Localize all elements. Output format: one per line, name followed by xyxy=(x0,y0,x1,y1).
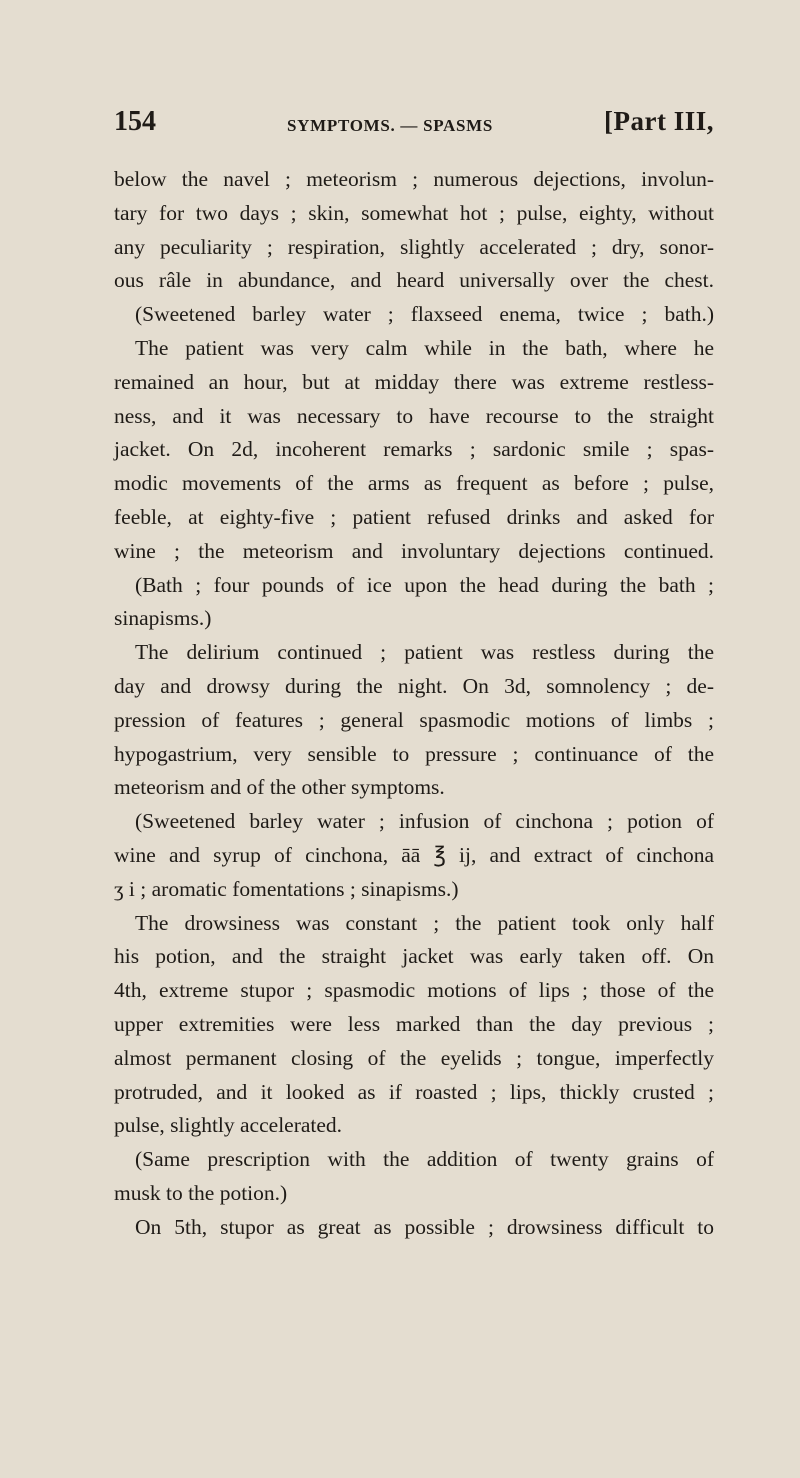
text-line: The delirium continued ; patient was restless during the xyxy=(135,640,714,665)
text-line: protruded, and it looked as if roasted ; lips, thickly crusted ; xyxy=(114,1079,714,1104)
text-line: remained an hour, but at midday there was extreme restless- xyxy=(114,369,714,394)
text-line: hypogastrium, very sensible to pressure ; continuance of the xyxy=(114,741,714,766)
text-line: any peculiarity ; respiration, slightly accelerated ; dry, sonor- xyxy=(114,234,714,259)
text-line: his potion, and the straight jacket was early taken off. On xyxy=(114,944,714,969)
page-number: 154 xyxy=(114,106,156,137)
text-line: pulse, slightly accelerated. xyxy=(114,1113,343,1138)
text-line: The drowsiness was constant ; the patient took only half xyxy=(135,910,714,935)
text-line: sinapisms.) xyxy=(114,606,212,631)
text-line: (Same prescription with the addition of twenty grains of xyxy=(135,1147,714,1172)
text-line: The patient was very calm while in the bath, where he xyxy=(135,335,714,360)
text-line: almost permanent closing of the eyelids ; tongue, imperfectly xyxy=(114,1045,714,1070)
body-text xyxy=(114,163,714,1245)
running-head xyxy=(114,106,714,150)
text-line: day and drowsy during the night. On 3d, somnolency ; de- xyxy=(114,673,714,698)
text-line: 4th, extreme stupor ; spasmodic motions of lips ; those of the xyxy=(114,978,714,1003)
text-line: On 5th, stupor as great as possible ; drowsiness difficult to xyxy=(135,1214,714,1239)
text-line: wine and syrup of cinchona, āā ℥ ij, and extract of cinchona xyxy=(114,842,714,867)
text-line: ʒ i ; aromatic fomentations ; sinapisms.) xyxy=(114,876,459,901)
text-line: upper extremities were less marked than the day previous ; xyxy=(114,1011,714,1036)
text-line: pression of features ; general spasmodic motions of limbs ; xyxy=(114,707,714,732)
part-label: [Part III, xyxy=(604,106,714,136)
text-line: (Bath ; four pounds of ice upon the head during the bath ; xyxy=(135,572,714,597)
text-line: musk to the potion.) xyxy=(114,1180,288,1205)
text-line: feeble, at eighty-five ; patient refused drinks and asked for xyxy=(114,504,714,529)
text-line: (Sweetened barley water ; infusion of cinchona ; potion of xyxy=(135,809,714,834)
text-line: ous râle in abundance, and heard universally over the chest. xyxy=(114,268,714,293)
running-title: SYMPTOMS. — SPASMS xyxy=(287,116,494,135)
text-line: ness, and it was necessary to have recourse to the straight xyxy=(114,403,714,428)
text-line: (Sweetened barley water ; flaxseed enema, twice ; bath.) xyxy=(135,302,714,327)
text-line: tary for two days ; skin, somewhat hot ; pulse, eighty, without xyxy=(114,200,714,225)
text-line: meteorism and of the other symptoms. xyxy=(114,775,445,800)
text-line: below the navel ; meteorism ; numerous dejections, involun- xyxy=(114,167,714,191)
text-line: wine ; the meteorism and involuntary dejections continued. xyxy=(114,538,714,563)
text-line: jacket. On 2d, incoherent remarks ; sardonic smile ; spas- xyxy=(114,437,714,462)
text-line: modic movements of the arms as frequent as before ; pulse, xyxy=(114,471,714,496)
